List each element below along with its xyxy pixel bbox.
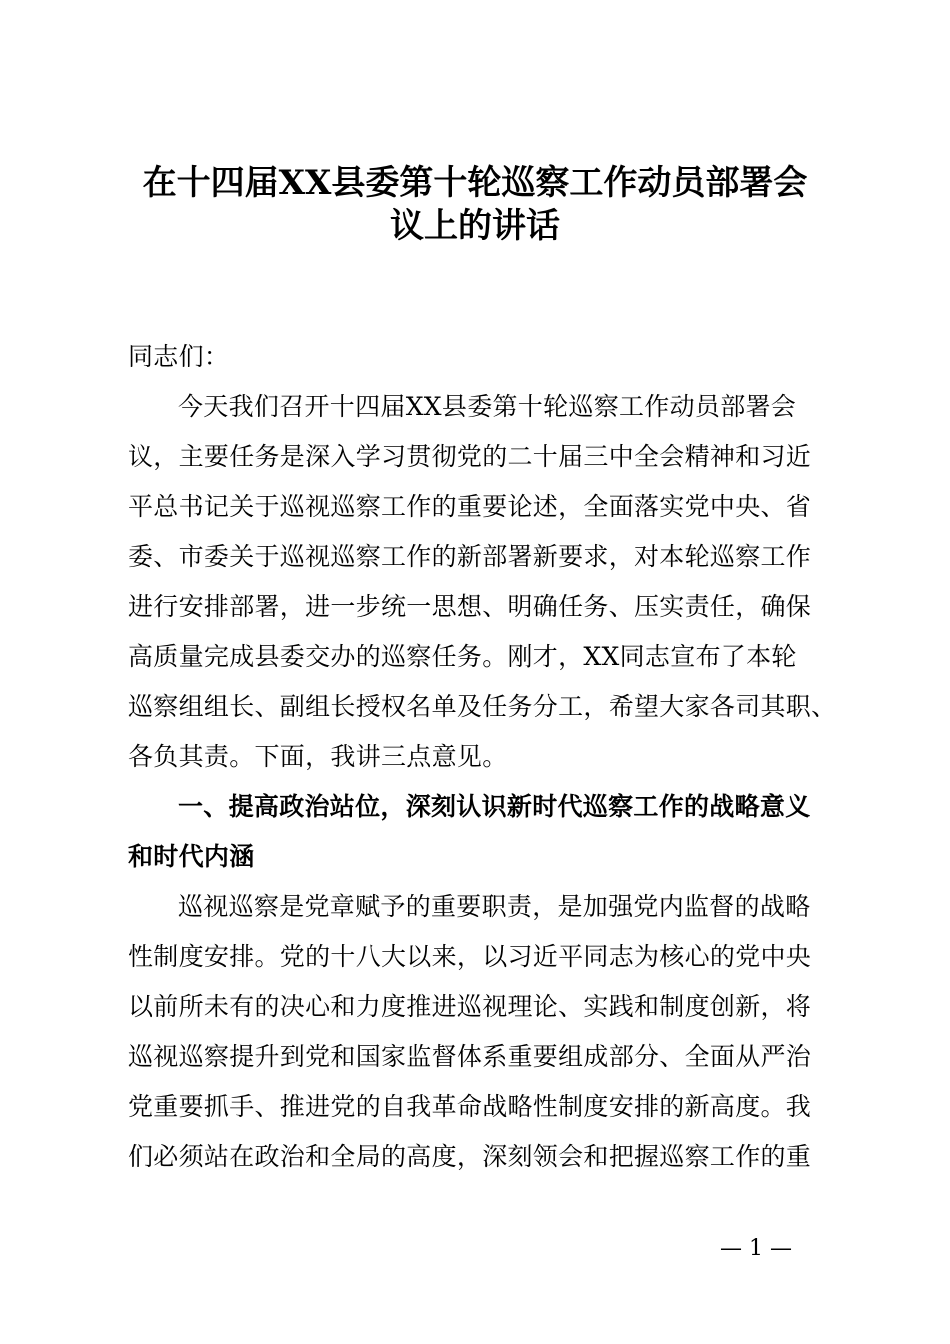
- text-line: 性制度安排。党的十八大以来，以习近平同志为核心的党中央: [128, 942, 812, 971]
- paragraph: [128, 882, 848, 1182]
- document-body: [128, 332, 848, 1182]
- text-line: 巡视巡察是党章赋予的重要职责，是加强党内监督的战略: [178, 892, 811, 921]
- text-line: 各负其责。下面，我讲三点意见。: [128, 742, 508, 771]
- text-line: 高质量完成县委交办的巡察任务。刚才，XX同志宣布了本轮: [128, 642, 797, 671]
- salutation: 同志们：: [128, 342, 230, 371]
- text-line: 今天我们召开十四届XX县委第十轮巡察工作动员部署会: [178, 392, 797, 421]
- text-line: 一、提高政治站位，深刻认识新时代巡察工作的战略意义: [178, 792, 811, 821]
- document-title: [0, 162, 950, 248]
- text-line: 议，主要任务是深入学习贯彻党的二十届三中全会精神和习近: [128, 442, 812, 471]
- paragraph: [128, 382, 848, 782]
- section-heading: [128, 782, 848, 882]
- text-line: 巡察组组长、副组长授权名单及任务分工，希望大家各司其职、: [128, 692, 837, 721]
- text-line: 委、市委关于巡视巡察工作的新部署新要求，对本轮巡察工作: [128, 542, 812, 571]
- page-number: — 1 —: [720, 1236, 792, 1261]
- text-line: 党重要抓手、推进党的自我革命战略性制度安排的新高度。我: [128, 1092, 812, 1121]
- text-line: 们必须站在政治和全局的高度，深刻领会和把握巡察工作的重: [128, 1142, 812, 1171]
- text-line: 和时代内涵: [128, 842, 255, 871]
- title-line: 议上的讲话: [390, 206, 560, 246]
- text-line: 进行安排部署，进一步统一思想、明确任务、压实责任，确保: [128, 592, 812, 621]
- text-line: 平总书记关于巡视巡察工作的重要论述，全面落实党中央、省: [128, 492, 812, 521]
- title-line: 在十四届XX县委第十轮巡察工作动员部署会: [142, 163, 808, 203]
- text-line: 巡视巡察提升到党和国家监督体系重要组成部分、全面从严治: [128, 1042, 812, 1071]
- text-line: 以前所未有的决心和力度推进巡视理论、实践和制度创新，将: [128, 992, 812, 1021]
